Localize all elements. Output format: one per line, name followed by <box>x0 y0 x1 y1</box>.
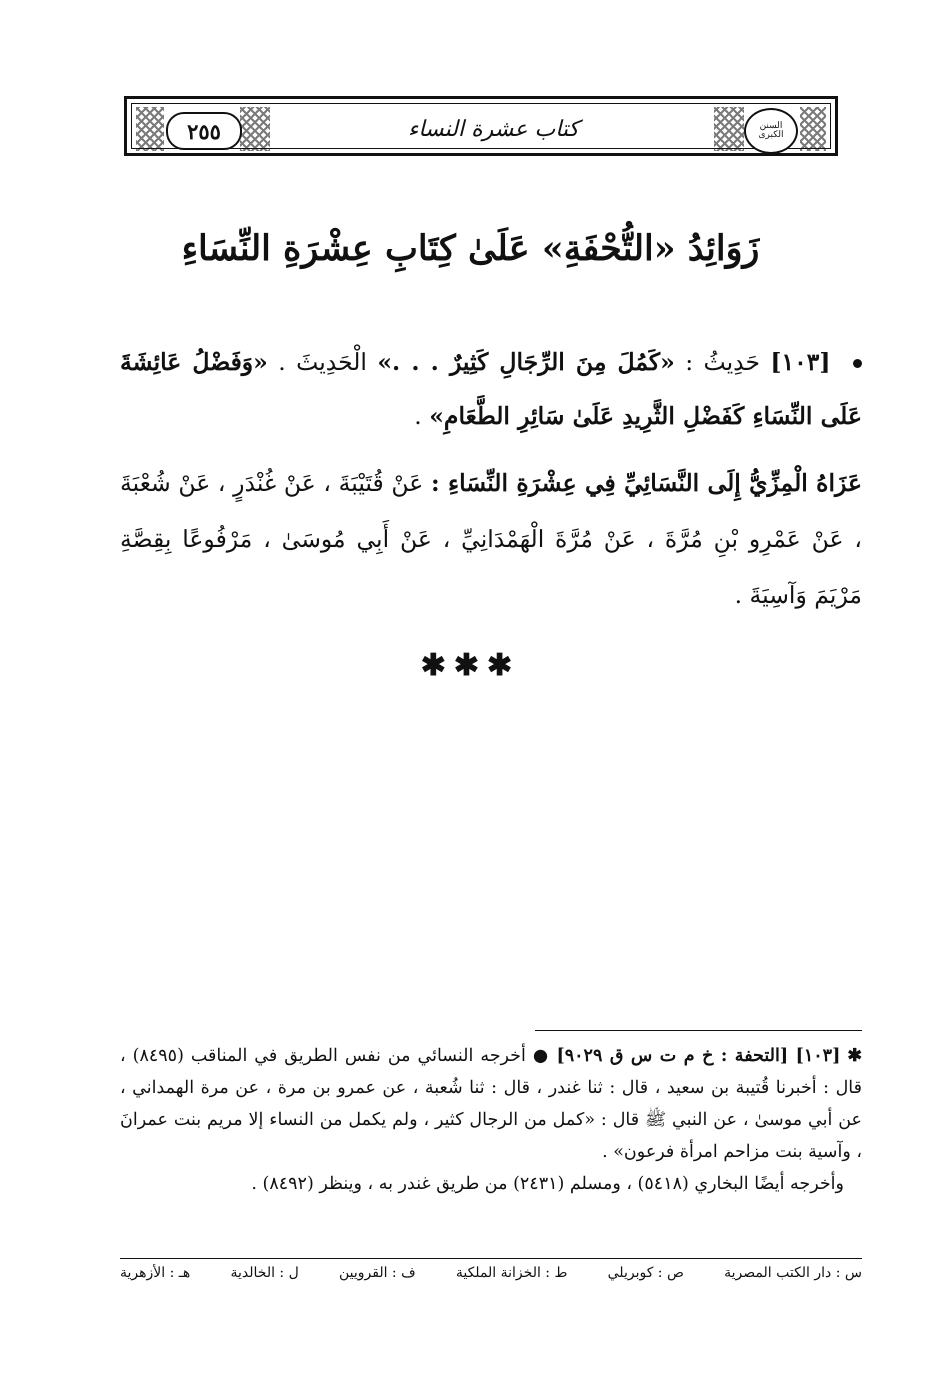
footnote-marker: ✱ <box>847 1046 862 1066</box>
siglum: ط : الخزانة الملكية <box>455 1265 568 1281</box>
hadith-quote: «كَمُلَ مِنَ الرِّجَالِ كَثِيرٌ . . .» <box>377 348 675 376</box>
footnote <box>120 1040 862 1200</box>
ornament-icon <box>136 107 164 151</box>
siglum: هـ : الأزهرية <box>120 1265 191 1281</box>
ornament-icon <box>240 107 270 151</box>
hadith-intro: حَدِيثُ : <box>685 348 760 376</box>
publisher-seal-icon: السنن الكبرى <box>744 108 798 154</box>
footnote-text-2: وأخرجه أيضًا البخاري (٥٤١٨) ، ومسلم (٢٤٣١) من طريق غندر به ، وينظر (٨٤٩٢) . <box>251 1174 844 1194</box>
hadith-number: [١٠٣] <box>770 348 831 376</box>
page-number: ٢٥٥ <box>166 112 242 150</box>
attribution-chain: عَنْ قُتَيْبَةَ ، عَنْ غُنْدَرٍ ، عَنْ شُعْبَةَ ، عَنْ عَمْرِو بْنِ مُرَّةَ ، عَنْ مُرَّةَ الْهَمْدَانِيِّ ، عَنْ أَبِي مُوسَىٰ ، مَرْفُوعًا بِقِصَّةِ مَرْيَمَ وَآسِيَةَ . <box>120 469 862 609</box>
section-separator: ✱✱✱ <box>420 648 521 683</box>
footnote-text: ● أخرجه النسائي من نفس الطريق في المناقب (٨٤٩٥) ، قال : أخبرنا قُتيبة بن سعيد ، قال : ثنا غندر ، قال : ثنا شُعبة ، عن عمرو بن مرة ، عن مرة الهمداني ، عن أبي موسىٰ ، عن النبي ﷺ قال : «كمل من الرجال كثير ، ولم يكمل من النساء إلا مريم بنت عمرانَ ، وآسية بنت مزاحم امرأة فرعون» . <box>120 1046 862 1162</box>
footnote-reference: [١٠٣] [التحفة : خ م ت س ق ٩٠٢٩] <box>556 1046 841 1066</box>
hadith-end: . <box>414 402 422 430</box>
siglum: س : دار الكتب المصرية <box>724 1265 862 1281</box>
ornament-icon <box>800 107 826 151</box>
attribution-paragraph <box>120 455 862 623</box>
hadith-text: الْحَدِيثَ . <box>278 348 367 376</box>
bullet-icon <box>853 359 862 368</box>
siglum: ل : الخالدية <box>230 1265 299 1281</box>
footnote-main <box>120 1040 862 1168</box>
running-header <box>124 96 838 156</box>
hadith-quote: «وَفَضْلُ عَائِشَةَ عَلَى النِّسَاءِ كَفَضْلِ الثَّرِيدِ عَلَىٰ سَائِرِ الطَّعَامِ» <box>120 348 862 430</box>
manuscript-sigla <box>120 1265 862 1281</box>
sigla-divider <box>120 1258 862 1259</box>
siglum: ف : القرويين <box>338 1265 416 1281</box>
hadith-paragraph <box>120 335 862 443</box>
running-title: كتاب عشرة النساء <box>407 116 580 142</box>
attribution-lead: عَزَاهُ الْمِزِّيُّ إِلَى النَّسَائِيِّ فِي عِشْرَةِ النِّسَاءِ : <box>430 469 862 497</box>
ornament-icon <box>714 107 744 151</box>
siglum: ص : كوبريلي <box>607 1265 684 1281</box>
header-frame <box>131 103 831 149</box>
footnote-divider <box>535 1030 862 1031</box>
section-title: زَوَائِدُ «التُّحْفَةِ» عَلَىٰ كِتَابِ عِشْرَةِ النِّسَاءِ <box>181 228 760 269</box>
